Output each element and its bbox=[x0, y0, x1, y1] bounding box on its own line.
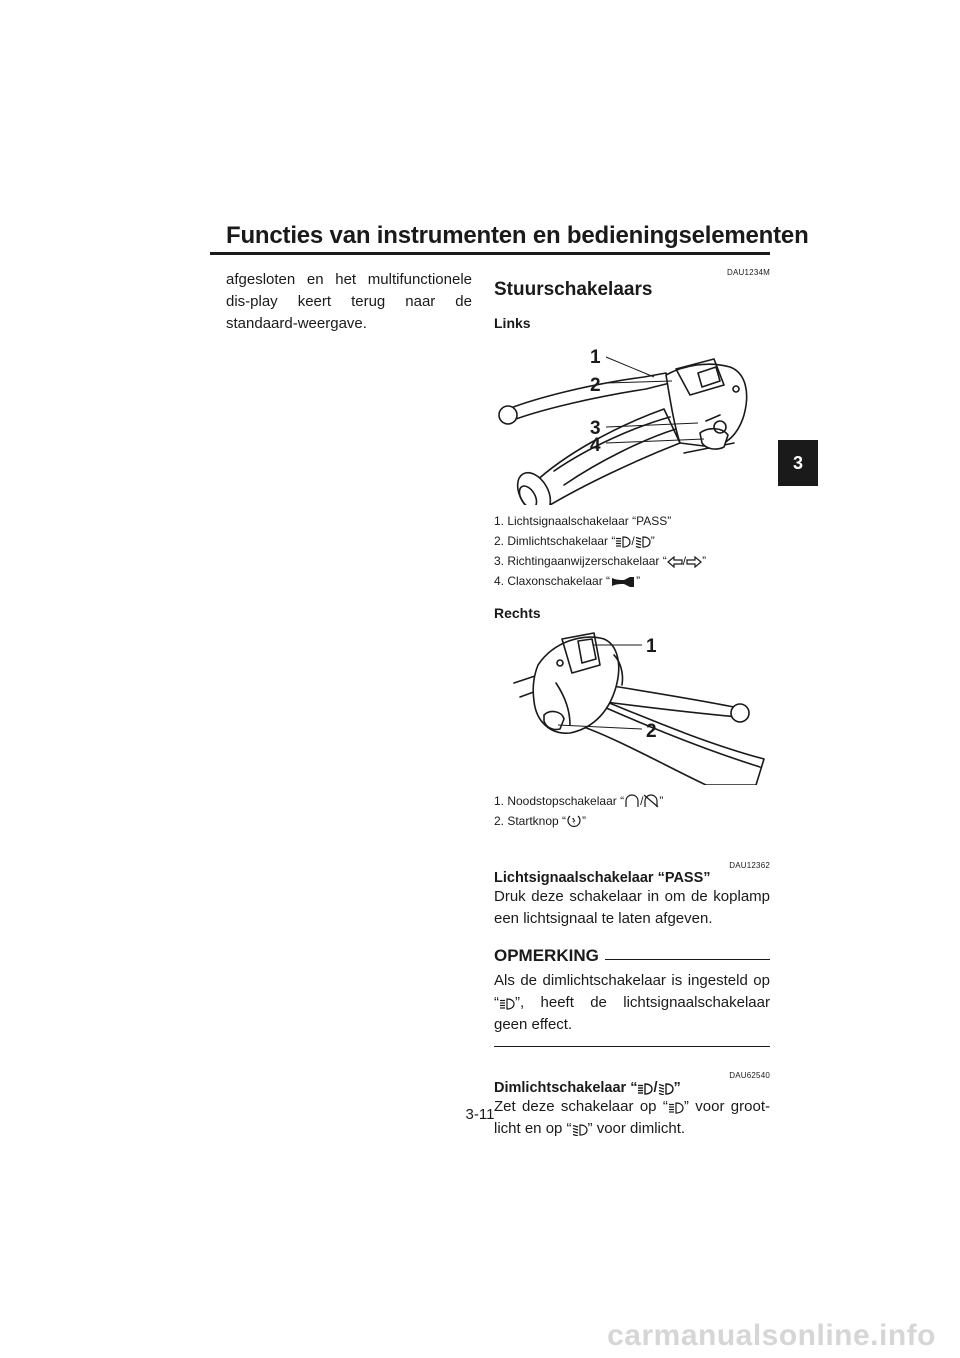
low-beam-icon bbox=[572, 1124, 588, 1136]
right-caption-list bbox=[494, 791, 770, 831]
watermark: carmanualsonline.info bbox=[607, 1319, 936, 1352]
horn-icon bbox=[610, 576, 636, 588]
left-handlebar-illustration bbox=[494, 335, 770, 505]
note-heading-label: OPMERKING bbox=[494, 946, 599, 965]
caption-item: 2. Dimlichtschakelaar “ / ” bbox=[494, 534, 655, 548]
callout-1: 1 bbox=[646, 636, 657, 657]
section-code: DAU12362 bbox=[729, 861, 770, 870]
note-end-rule bbox=[494, 1046, 770, 1047]
engine-stop-icon bbox=[643, 794, 659, 808]
callout-3: 3 bbox=[590, 418, 601, 439]
caption-item: 3. Richtingaanwijzerschakelaar “ / ” bbox=[494, 554, 707, 568]
page-header-title: Functies van instrumenten en bedieningselementen bbox=[226, 222, 809, 249]
dimmer-switch-text: Zet deze schakelaar op “ ” voor groot-licht en op “ ” voor dimlicht. bbox=[494, 1098, 770, 1137]
caption-item: 2. Startknop “ ” bbox=[494, 814, 587, 828]
pass-switch-text: Druk deze schakelaar in om de koplamp een lichtsignaal te laten afgeven. bbox=[494, 888, 770, 927]
note-text: Als de dimlichtschakelaar is ingesteld op “ ”, heeft de lichtsignaalschakelaar geen effect. bbox=[494, 972, 770, 1033]
caption-item: 4. Claxonschakelaar “ ” bbox=[494, 574, 641, 588]
callout-2: 2 bbox=[646, 721, 657, 742]
callout-4: 4 bbox=[590, 435, 601, 456]
dimmer-switch-title: Dimlichtschakelaar “ / ” bbox=[494, 1080, 681, 1096]
low-beam-icon bbox=[658, 1083, 674, 1095]
pass-switch-title: Lichtsignaalschakelaar “PASS” bbox=[494, 870, 711, 886]
chapter-tab: 3 bbox=[778, 440, 818, 486]
right-handlebar-illustration bbox=[494, 625, 770, 785]
page-number: 3-11 bbox=[465, 1106, 495, 1123]
left-caption-list bbox=[494, 511, 770, 591]
section-code: DAU1234M bbox=[727, 268, 770, 277]
high-beam-icon bbox=[499, 998, 515, 1010]
low-beam-icon bbox=[635, 536, 651, 548]
turn-left-icon bbox=[667, 556, 683, 568]
section-title: Stuurschakelaars bbox=[494, 279, 653, 300]
right-column bbox=[494, 268, 770, 1140]
left-column-text: afgesloten en het multifunctionele dis-play keert terug naar de standaard-weergave. bbox=[226, 271, 472, 332]
caption-item: 1. Noodstopschakelaar “ / ” bbox=[494, 794, 664, 808]
high-beam-icon bbox=[615, 536, 631, 548]
start-icon bbox=[566, 814, 582, 828]
high-beam-icon bbox=[637, 1083, 653, 1095]
header-rule bbox=[210, 252, 770, 255]
left-handlebar-label: Links bbox=[494, 315, 531, 331]
callout-1: 1 bbox=[590, 347, 601, 368]
right-handlebar-label: Rechts bbox=[494, 605, 541, 621]
note-heading-rule bbox=[605, 959, 770, 960]
engine-run-icon bbox=[624, 794, 640, 808]
callout-2: 2 bbox=[590, 375, 601, 396]
turn-right-icon bbox=[686, 556, 702, 568]
note-heading bbox=[494, 946, 770, 966]
caption-item: 1. Lichtsignaalschakelaar “PASS” bbox=[494, 514, 672, 528]
section-code: DAU62540 bbox=[729, 1071, 770, 1080]
